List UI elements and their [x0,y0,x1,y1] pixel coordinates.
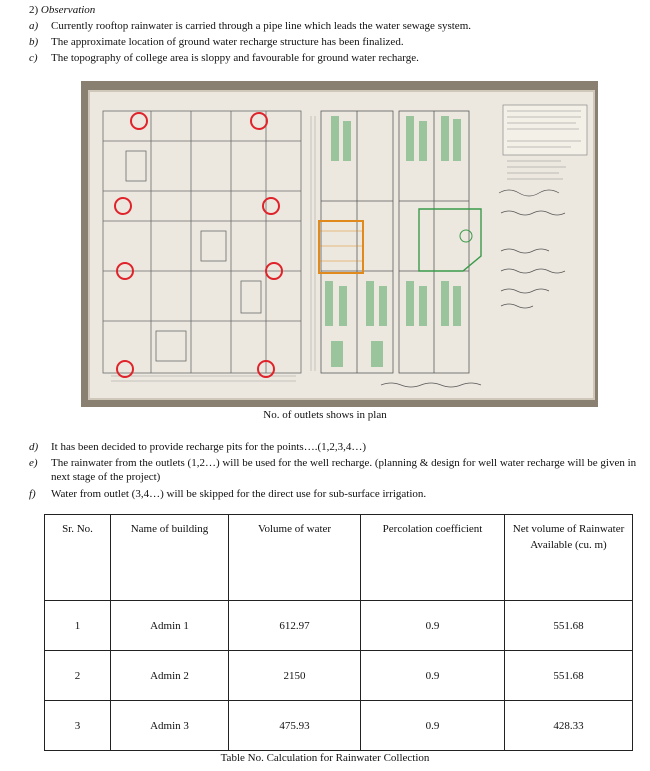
table-cell: Admin 3 [111,701,229,751]
observation-label: b) [29,36,39,48]
table-cell: 2 [45,651,111,701]
table-header-cell: Net volume of Rainwater Available (cu. m) [505,515,633,601]
table-cell: 2150 [229,651,361,701]
plan-title-block [503,105,587,155]
table-header-cell: Sr. No. [45,515,111,601]
section-title: Observation [40,4,96,16]
table-cell: 428.33 [505,701,633,751]
site-plan-photo [81,81,598,407]
table-header-cell: Name of building [111,515,229,601]
decision-e [29,456,650,484]
decision-f [29,487,426,501]
table-header-row [45,515,633,601]
observation-b [29,35,404,49]
observation-a [29,19,471,33]
observation-label: a) [29,20,39,32]
observation-text: The topography of college area is sloppy and favourable for ground water recharge. [51,52,419,64]
decision-text: It has been decided to provide recharge pits for the points….(1,2,3,4…) [51,441,367,453]
table-caption: Table No. Calculation for Rainwater Collection [220,752,430,764]
decision-text: The rainwater from the outlets (1,2…) will be used for the well recharge. (planning & design for well water recharge will be given in next stage of the project) [51,457,637,483]
decision-d [29,440,366,454]
decision-label: f) [29,488,36,500]
observation-label: c) [29,52,38,64]
observation-text: The approximate location of ground water recharge structure has been finalized. [51,36,404,48]
section-heading [29,3,95,17]
table-cell: 475.93 [229,701,361,751]
table-row [45,701,633,751]
observation-text: Currently rooftop rainwater is carried through a pipe line which leads the water sewage system. [51,20,471,32]
table-cell: 0.9 [361,701,505,751]
table-cell: Admin 2 [111,651,229,701]
table-cell: 1 [45,601,111,651]
table-cell: 0.9 [361,601,505,651]
table-cell: 0.9 [361,651,505,701]
table-row [45,651,633,701]
table-row [45,601,633,651]
table-cell: 551.68 [505,601,633,651]
rainwater-table [44,514,633,751]
figure-caption: No. of outlets shows in plan [263,409,387,421]
table-cell: 551.68 [505,651,633,701]
decision-text: Water from outlet (3,4…) will be skipped for the direct use for sub-surface irrigation. [51,488,427,500]
table-cell: 3 [45,701,111,751]
table-cell: 612.97 [229,601,361,651]
table-header-cell: Volume of water [229,515,361,601]
decision-label: e) [29,457,38,469]
decision-label: d) [29,441,39,453]
observation-c [29,51,419,65]
table-header-cell: Percolation coefficient [361,515,505,601]
site-plan-drawing [81,81,598,407]
table-cell: Admin 1 [111,601,229,651]
section-number: 2) [29,4,39,16]
